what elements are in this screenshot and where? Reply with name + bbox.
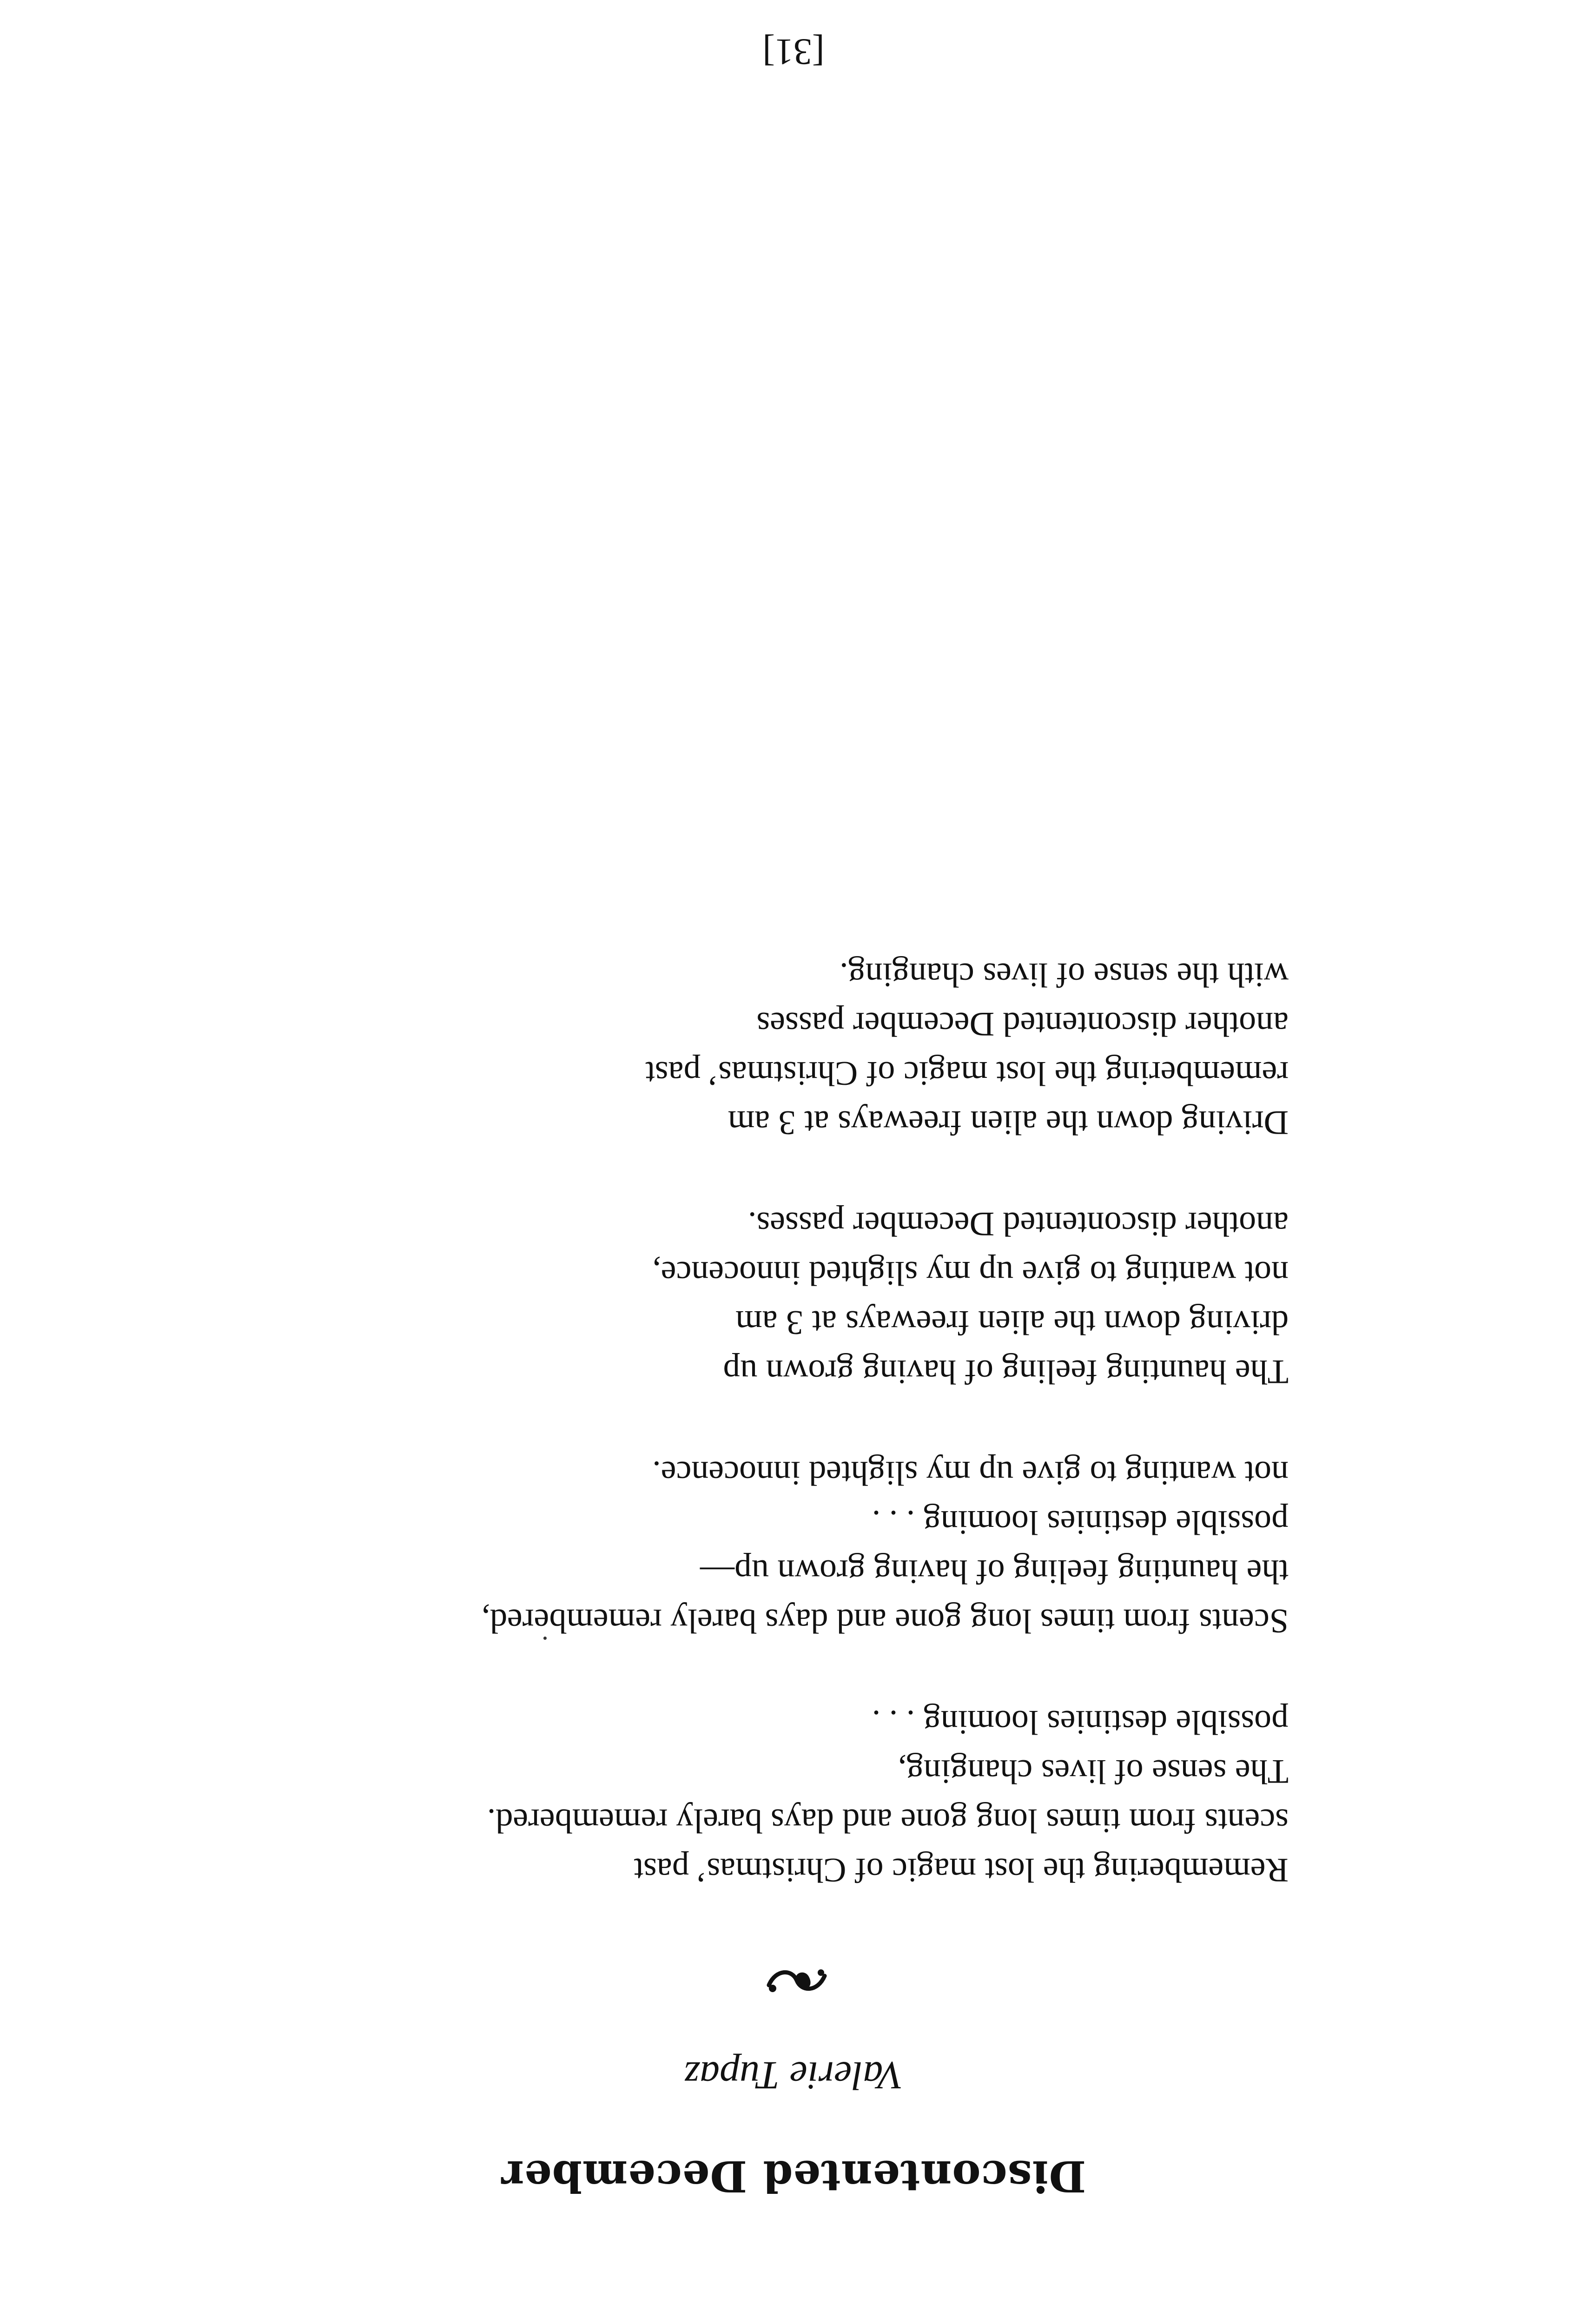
stanza-1: [80, 1697, 1289, 1895]
poem-line: Driving down the alien freeways at 3 am: [727, 1103, 1289, 1142]
poem-line: not wanting to give up my slighted innocence.: [652, 1454, 1289, 1492]
fleuron-ornament-icon: [764, 1960, 829, 2001]
poem-line: scents from times long gone and days barely remembered.: [487, 1802, 1289, 1840]
poem-line: not wanting to give up my slighted innocence,: [652, 1254, 1289, 1292]
stanza-3: [80, 1199, 1289, 1396]
poem-body: [80, 898, 1289, 1895]
poem-line: the haunting feeling of having grown up—: [700, 1552, 1289, 1591]
poem-line: driving down the alien freeways at 3 am: [735, 1303, 1289, 1341]
poem-author: Valerie Tupaz: [684, 2053, 903, 2098]
poem-line: The haunting feeling of having grown up: [723, 1353, 1289, 1391]
poem-line: another discontented December passes: [756, 1005, 1289, 1043]
poem-line: possible destinies looming . . .: [872, 1503, 1289, 1541]
poem-line: Remembering the lost magic of Christmas’ past: [634, 1851, 1289, 1889]
poem-line: Scents from times long gone and days barely remembered,: [481, 1602, 1289, 1640]
poem-title: Discontented December: [501, 2151, 1086, 2201]
stanza-4: [80, 950, 1289, 1147]
poem-line: The sense of lives changing,: [898, 1752, 1289, 1790]
poem-line: another discontented December passes.: [747, 1205, 1289, 1243]
poem-line: remembering the lost magic of Christmas’ past: [645, 1054, 1289, 1092]
poem-line: possible destinies looming . . .: [872, 1703, 1289, 1741]
poem-line: with the sense of lives changing.: [840, 956, 1289, 994]
page-number: [31]: [762, 31, 825, 72]
stanza-2: [80, 1448, 1289, 1645]
